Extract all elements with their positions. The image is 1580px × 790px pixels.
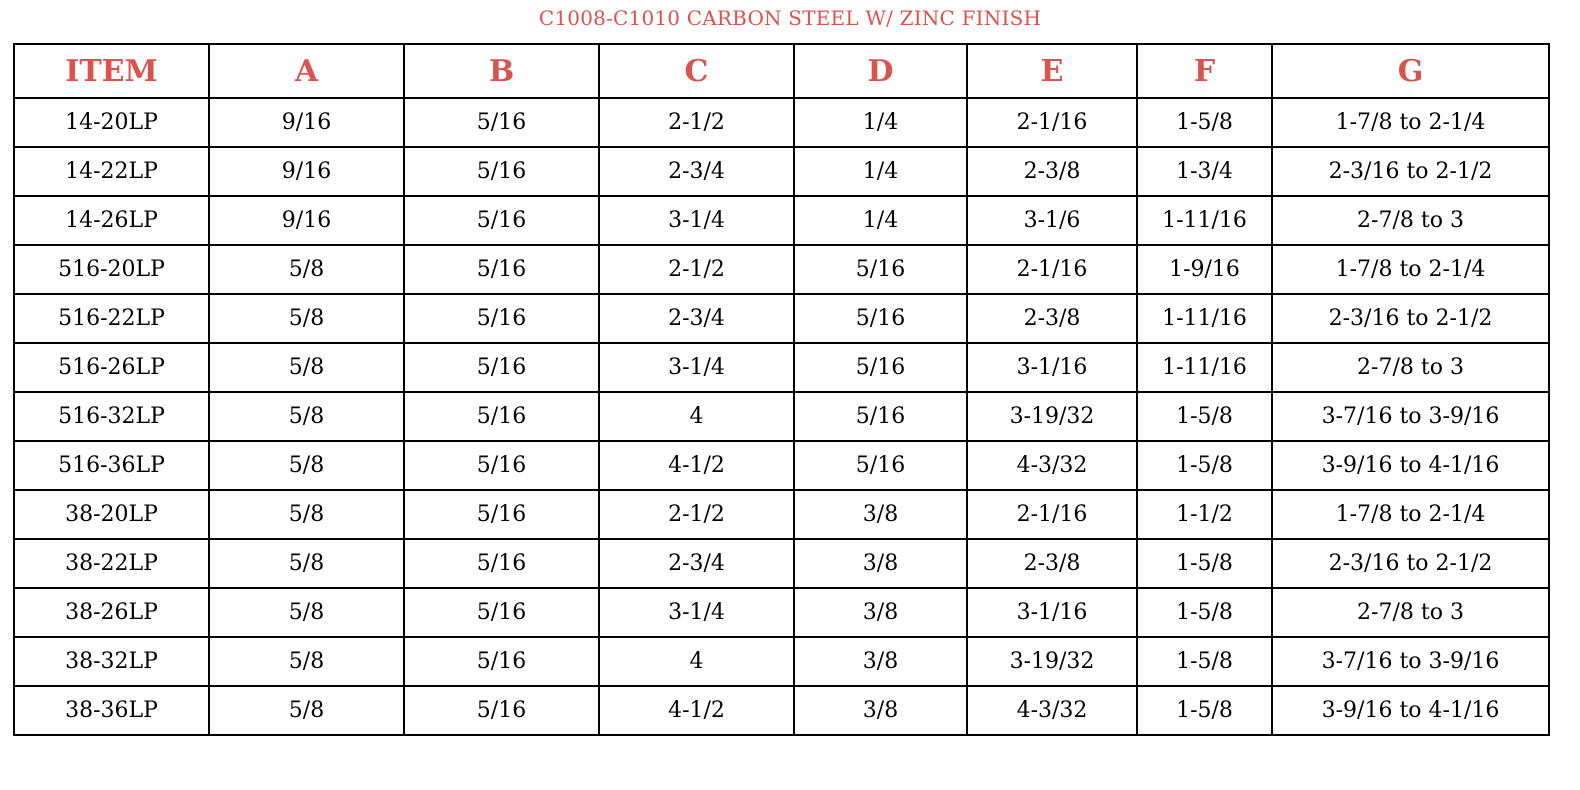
- table-cell-c: 4: [599, 637, 794, 686]
- table-cell-item: 38-26LP: [14, 588, 209, 637]
- table-cell-item: 38-32LP: [14, 637, 209, 686]
- table-row: [14, 294, 1549, 343]
- table-cell-f: 1-5/8: [1137, 98, 1272, 147]
- table-cell-d: 5/16: [794, 245, 967, 294]
- table-cell-item: 516-32LP: [14, 392, 209, 441]
- table-cell-c: 4-1/2: [599, 686, 794, 735]
- table-cell-a: 9/16: [209, 147, 404, 196]
- table-cell-b: 5/16: [404, 441, 599, 490]
- table-cell-g: 3-9/16 to 4-1/16: [1272, 441, 1549, 490]
- table-cell-a: 9/16: [209, 98, 404, 147]
- table-row: [14, 392, 1549, 441]
- table-cell-g: 1-7/8 to 2-1/4: [1272, 490, 1549, 539]
- table-cell-e: 3-1/16: [967, 343, 1137, 392]
- spec-table: [13, 43, 1550, 736]
- table-cell-e: 2-1/16: [967, 245, 1137, 294]
- table-cell-e: 2-3/8: [967, 147, 1137, 196]
- column-header-f: F: [1137, 44, 1272, 98]
- table-cell-b: 5/16: [404, 196, 599, 245]
- table-cell-b: 5/16: [404, 147, 599, 196]
- page-title: C1008-C1010 CARBON STEEL W/ ZINC FINISH: [538, 6, 1042, 30]
- table-cell-g: 3-7/16 to 3-9/16: [1272, 637, 1549, 686]
- column-header-e: E: [967, 44, 1137, 98]
- table-cell-c: 2-3/4: [599, 539, 794, 588]
- table-cell-d: 1/4: [794, 98, 967, 147]
- table-cell-b: 5/16: [404, 245, 599, 294]
- table-cell-d: 3/8: [794, 588, 967, 637]
- table-cell-item: 14-22LP: [14, 147, 209, 196]
- table-cell-d: 5/16: [794, 343, 967, 392]
- column-header-a: A: [209, 44, 404, 98]
- table-cell-f: 1-3/4: [1137, 147, 1272, 196]
- column-header-b: B: [404, 44, 599, 98]
- table-cell-a: 5/8: [209, 588, 404, 637]
- table-cell-g: 3-7/16 to 3-9/16: [1272, 392, 1549, 441]
- table-cell-e: 3-19/32: [967, 637, 1137, 686]
- table-cell-b: 5/16: [404, 539, 599, 588]
- table-cell-f: 1-11/16: [1137, 343, 1272, 392]
- table-cell-item: 14-20LP: [14, 98, 209, 147]
- table-cell-f: 1-5/8: [1137, 637, 1272, 686]
- table-cell-g: 2-7/8 to 3: [1272, 588, 1549, 637]
- table-cell-d: 1/4: [794, 147, 967, 196]
- table-cell-f: 1-1/2: [1137, 490, 1272, 539]
- table-cell-g: 2-7/8 to 3: [1272, 343, 1549, 392]
- table-cell-item: 14-26LP: [14, 196, 209, 245]
- table-cell-f: 1-5/8: [1137, 392, 1272, 441]
- table-cell-e: 4-3/32: [967, 686, 1137, 735]
- table-cell-f: 1-5/8: [1137, 588, 1272, 637]
- table-row: [14, 637, 1549, 686]
- column-header-c: C: [599, 44, 794, 98]
- table-cell-a: 5/8: [209, 392, 404, 441]
- table-cell-c: 2-1/2: [599, 490, 794, 539]
- table-cell-d: 3/8: [794, 490, 967, 539]
- table-cell-g: 2-7/8 to 3: [1272, 196, 1549, 245]
- table-cell-c: 3-1/4: [599, 343, 794, 392]
- table-cell-d: 5/16: [794, 441, 967, 490]
- table-cell-g: 2-3/16 to 2-1/2: [1272, 147, 1549, 196]
- table-cell-g: 1-7/8 to 2-1/4: [1272, 98, 1549, 147]
- table-cell-b: 5/16: [404, 686, 599, 735]
- table-cell-b: 5/16: [404, 637, 599, 686]
- table-cell-c: 2-3/4: [599, 147, 794, 196]
- table-row: [14, 343, 1549, 392]
- table-cell-f: 1-5/8: [1137, 441, 1272, 490]
- table-cell-a: 5/8: [209, 441, 404, 490]
- table-cell-e: 2-3/8: [967, 294, 1137, 343]
- table-cell-d: 5/16: [794, 294, 967, 343]
- table-cell-e: 2-1/16: [967, 98, 1137, 147]
- table-cell-e: 2-3/8: [967, 539, 1137, 588]
- table-cell-g: 1-7/8 to 2-1/4: [1272, 245, 1549, 294]
- table-row: [14, 539, 1549, 588]
- table-cell-g: 3-9/16 to 4-1/16: [1272, 686, 1549, 735]
- table-row: [14, 147, 1549, 196]
- table-cell-a: 9/16: [209, 196, 404, 245]
- table-cell-c: 3-1/4: [599, 196, 794, 245]
- table-row: [14, 245, 1549, 294]
- table-body: [14, 98, 1549, 735]
- column-header-g: G: [1272, 44, 1549, 98]
- table-cell-item: 38-20LP: [14, 490, 209, 539]
- table-cell-d: 1/4: [794, 196, 967, 245]
- table-row: [14, 196, 1549, 245]
- table-cell-f: 1-9/16: [1137, 245, 1272, 294]
- table-cell-a: 5/8: [209, 294, 404, 343]
- table-cell-e: 3-19/32: [967, 392, 1137, 441]
- table-cell-c: 3-1/4: [599, 588, 794, 637]
- table-cell-c: 2-1/2: [599, 245, 794, 294]
- table-cell-e: 3-1/6: [967, 196, 1137, 245]
- table-cell-c: 2-3/4: [599, 294, 794, 343]
- table-cell-g: 2-3/16 to 2-1/2: [1272, 539, 1549, 588]
- table-cell-item: 516-22LP: [14, 294, 209, 343]
- table-cell-item: 516-36LP: [14, 441, 209, 490]
- table-cell-f: 1-11/16: [1137, 196, 1272, 245]
- table-row: [14, 686, 1549, 735]
- table-cell-a: 5/8: [209, 637, 404, 686]
- table-cell-item: 38-22LP: [14, 539, 209, 588]
- table-cell-item: 38-36LP: [14, 686, 209, 735]
- table-header-row: [14, 44, 1549, 98]
- table-cell-d: 3/8: [794, 686, 967, 735]
- table-row: [14, 441, 1549, 490]
- table-cell-e: 2-1/16: [967, 490, 1137, 539]
- table-cell-b: 5/16: [404, 343, 599, 392]
- column-header-item: ITEM: [14, 44, 209, 98]
- table-cell-item: 516-20LP: [14, 245, 209, 294]
- table-cell-c: 4-1/2: [599, 441, 794, 490]
- table-cell-c: 4: [599, 392, 794, 441]
- table-cell-e: 4-3/32: [967, 441, 1137, 490]
- table-row: [14, 588, 1549, 637]
- table-cell-d: 3/8: [794, 539, 967, 588]
- table-cell-g: 2-3/16 to 2-1/2: [1272, 294, 1549, 343]
- table-cell-d: 5/16: [794, 392, 967, 441]
- table-cell-b: 5/16: [404, 392, 599, 441]
- table-cell-a: 5/8: [209, 245, 404, 294]
- table-cell-item: 516-26LP: [14, 343, 209, 392]
- table-cell-a: 5/8: [209, 343, 404, 392]
- table-cell-a: 5/8: [209, 686, 404, 735]
- table-cell-d: 3/8: [794, 637, 967, 686]
- table-cell-b: 5/16: [404, 294, 599, 343]
- table-cell-a: 5/8: [209, 490, 404, 539]
- table-cell-f: 1-5/8: [1137, 539, 1272, 588]
- table-cell-f: 1-11/16: [1137, 294, 1272, 343]
- table-cell-f: 1-5/8: [1137, 686, 1272, 735]
- table-cell-b: 5/16: [404, 490, 599, 539]
- table-cell-b: 5/16: [404, 588, 599, 637]
- table-row: [14, 490, 1549, 539]
- column-header-d: D: [794, 44, 967, 98]
- table-cell-c: 2-1/2: [599, 98, 794, 147]
- table-cell-b: 5/16: [404, 98, 599, 147]
- table-row: [14, 98, 1549, 147]
- table-cell-e: 3-1/16: [967, 588, 1137, 637]
- table-cell-a: 5/8: [209, 539, 404, 588]
